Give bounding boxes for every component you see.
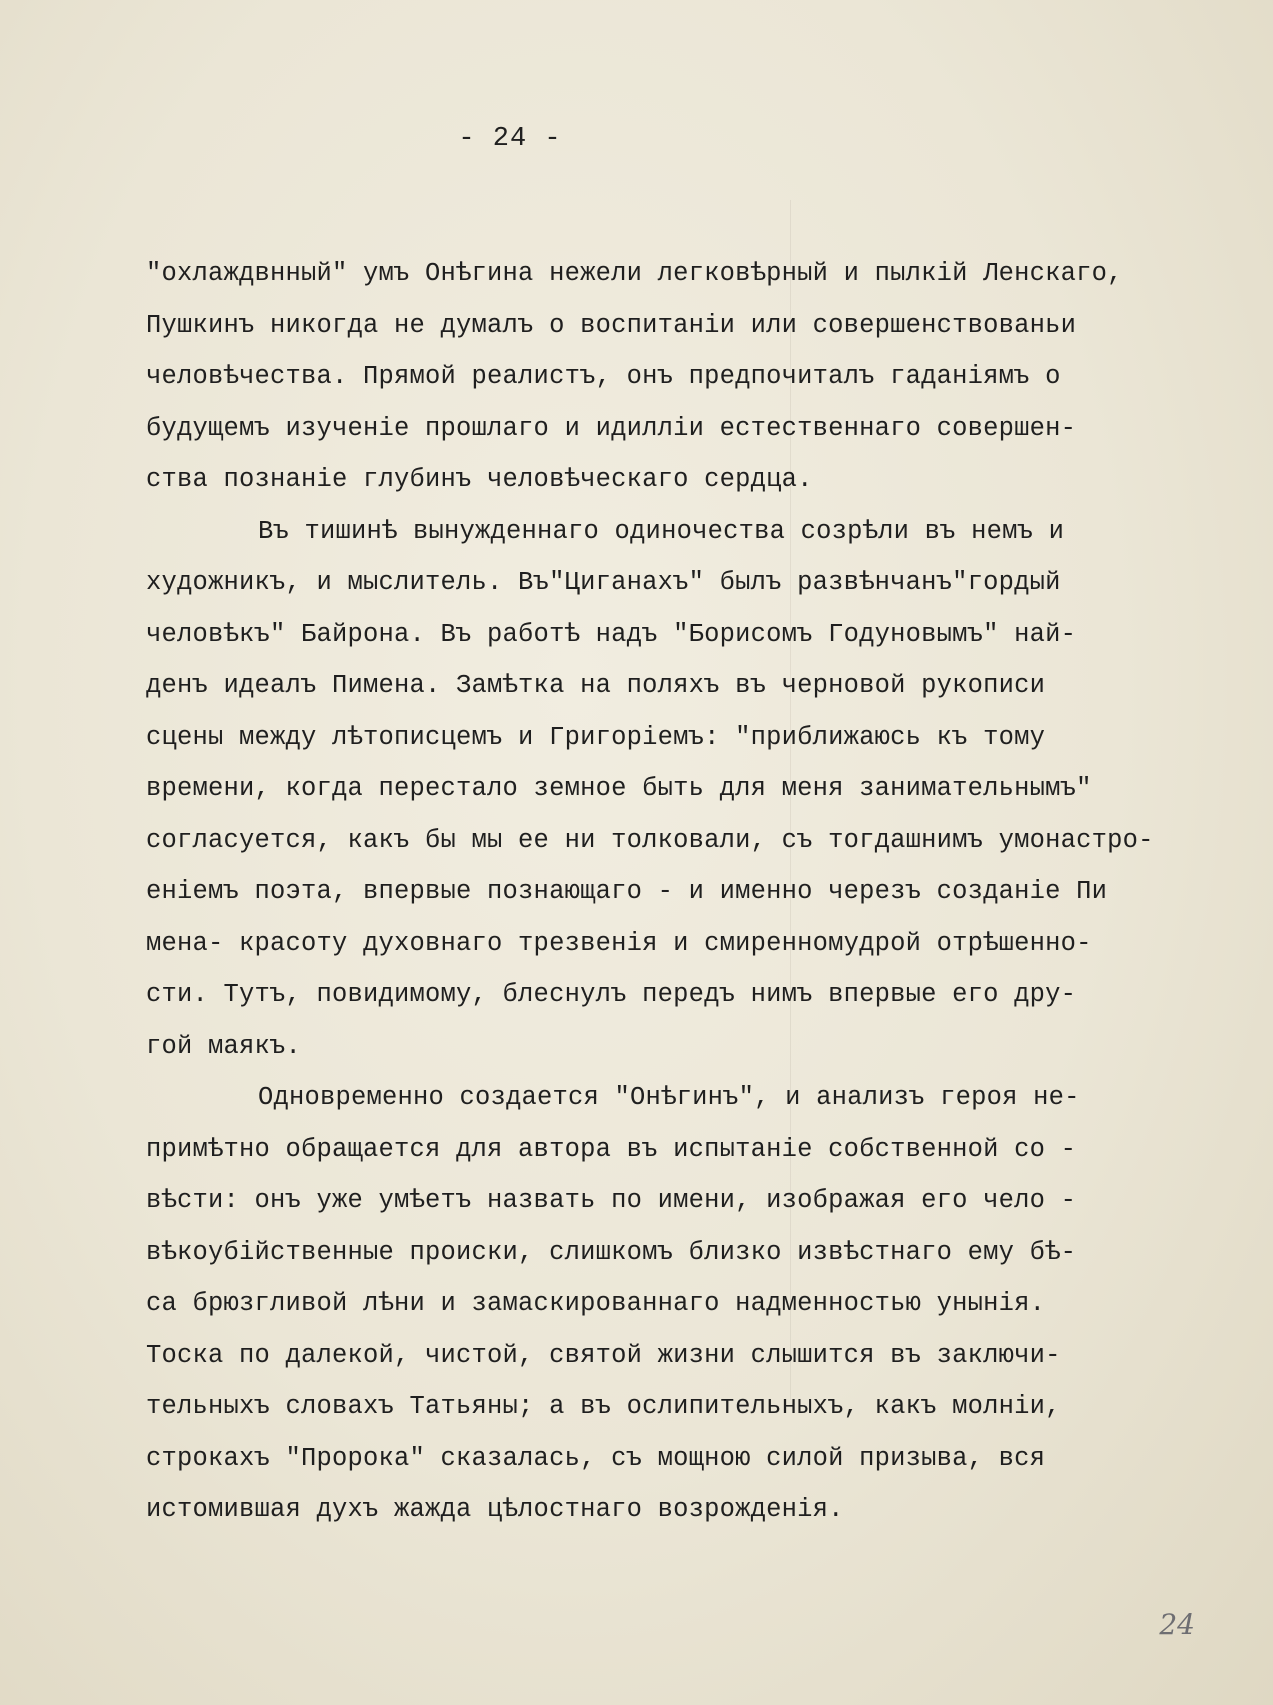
text-line: вѣсти: онъ уже умѣетъ назвать по имени, изображая его чело - (146, 1186, 1077, 1215)
text-line: строкахъ "Пророка" сказалась, съ мощною силой призыва, вся (146, 1443, 1046, 1473)
text-line: человѣкъ" Байрона. Въ работѣ надъ "Борисомъ Годуновымъ" най- (146, 619, 1077, 649)
text-line: будущемъ изученіе прошлаго и идилліи естественнаго совершен- (146, 413, 1077, 443)
text-line: Пушкинъ никогда не думалъ о воспитаніи или совершенствованьи (146, 310, 1077, 340)
text-line: художникъ, и мыслитель. Въ"Циганахъ" былъ развѣнчанъ"гордый (146, 568, 1061, 597)
handwritten-folio-number: 24 (1159, 1608, 1195, 1641)
text-line: тельныхъ словахъ Татьяны; а въ ослипительныхъ, какъ молніи, (146, 1392, 1061, 1421)
text-line: истомившая духъ жажда цѣлостнаго возрожденія. (146, 1495, 844, 1524)
text-line: Одновременно создается "Онѣгинъ", и анализъ героя не- (258, 1083, 1080, 1112)
text-line: сцены между лѣтописцемъ и Григоріемъ: "приближаюсь къ тому (146, 722, 1046, 752)
body-text (146, 248, 1226, 1536)
page-number: - 24 - (458, 124, 562, 154)
text-line: ства познаніе глубинъ человѣческаго сердца. (146, 465, 813, 494)
text-line: вѣкоубійственные происки, слишкомъ близко извѣстнаго ему бѣ- (146, 1237, 1077, 1267)
text-line: "охлаждвнный" умъ Онѣгина нежели легковѣрный и пылкій Ленскаго, (146, 259, 1123, 288)
text-line: человѣчества. Прямой реалистъ, онъ предпочиталъ гаданіямъ о (146, 362, 1061, 391)
text-line: Въ тишинѣ вынужденнаго одиночества созрѣли въ немъ и (258, 516, 1065, 546)
text-line: примѣтно обращается для автора въ испытаніе собственной со - (146, 1134, 1077, 1164)
text-line: сти. Тутъ, повидимому, блеснулъ передъ нимъ впервые его дру- (146, 980, 1077, 1009)
text-line: гой маякъ. (146, 1031, 302, 1061)
text-line: согласуется, какъ бы мы ее ни толковали, съ тогдашнимъ умонастро- (146, 825, 1154, 855)
text-line: мена- красоту духовнаго трезвенія и смиренномудрой отрѣшенно- (146, 928, 1092, 958)
text-line: еніемъ поэта, впервые познающаго - и именно черезъ созданіе Пи (146, 877, 1108, 906)
text-line: времени, когда перестало земное быть для меня занимательнымъ" (146, 774, 1092, 803)
text-line: са брюзгливой лѣни и замаскированнаго надменностью унынія. (146, 1289, 1046, 1318)
text-line: Тоска по далекой, чистой, святой жизни слышится въ заключи- (146, 1340, 1061, 1370)
text-line: денъ идеалъ Пимена. Замѣтка на поляхъ въ черновой рукописи (146, 671, 1046, 700)
